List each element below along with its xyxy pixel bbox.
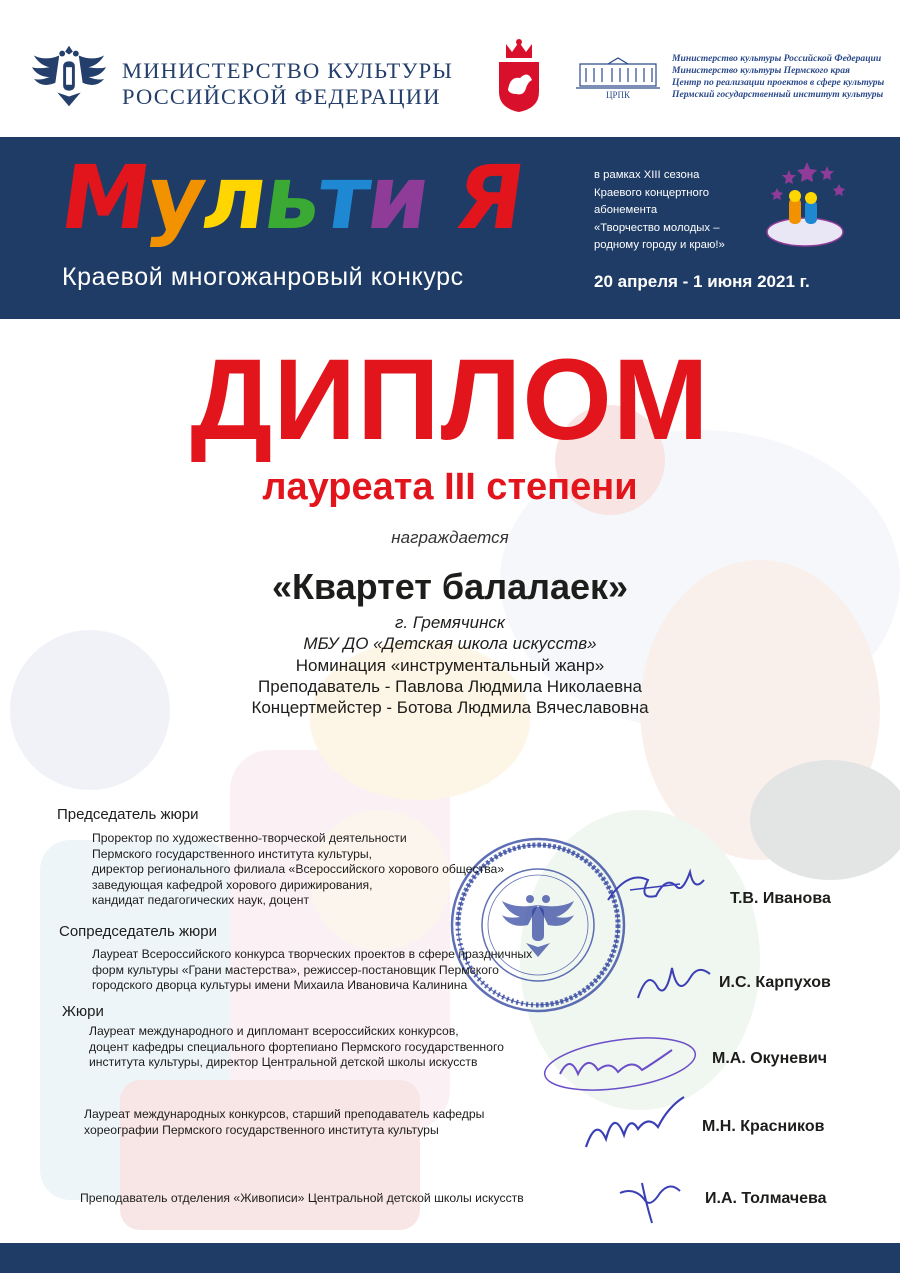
stars-festival-logo-icon — [755, 158, 853, 256]
jury-member-description — [84, 1107, 484, 1138]
description-line: института культуры, директор Центральной детской школы искусств — [89, 1055, 478, 1069]
contest-logo-text — [54, 146, 530, 249]
signature-icon — [540, 1028, 700, 1094]
organizer-name: Центр по реализации проектов в сфере культуры — [672, 77, 885, 88]
signature-icon — [600, 860, 710, 920]
ministry-name-line2: РОССИЙСКОЙ ФЕДЕРАЦИИ — [122, 84, 441, 109]
description-line: Проректор по художественно-творческой деятельности — [92, 831, 407, 845]
jury-member-name: И.А. Толмачева — [705, 1190, 827, 1207]
contest-logo-letter: т — [311, 146, 376, 249]
description-line: директор регионального филиала «Всероссийского хорового общества» — [92, 862, 505, 876]
contest-logo-letter: л — [195, 146, 273, 249]
description-line: форм культуры «Грани мастерства», режиссер-постановщик Пермского — [92, 962, 499, 977]
jury-member-description — [80, 1191, 524, 1207]
russian-eagle-emblem-icon — [30, 36, 108, 114]
description-line: кандидат педагогических наук, доцент — [92, 893, 310, 907]
contest-logo-letter: М — [54, 146, 155, 249]
teacher: Преподаватель - Павлова Людмила Николаевна — [258, 676, 642, 696]
jury-member-name: М.А. Окуневич — [712, 1050, 828, 1067]
accompanist: Концертмейстер - Ботова Людмила Вячеславовна — [251, 698, 649, 718]
diploma-title: ДИПЛОМ — [190, 336, 710, 464]
jury-member-description — [92, 831, 504, 909]
season-line: родному городу и краю!» — [594, 239, 725, 251]
signature-icon — [580, 1095, 690, 1161]
recipient-school: МБУ ДО «Детская школа искусств» — [303, 634, 597, 654]
season-line: Краевого концертного — [594, 186, 709, 199]
description-line: Лауреат Всероссийского конкурса творческих проектов в сфере праздничных — [92, 947, 533, 961]
perm-coat-of-arms-icon — [496, 38, 542, 114]
contest-subtitle: Краевой многожанровый конкурс — [62, 263, 464, 291]
jury-member-name: М.Н. Красников — [702, 1118, 825, 1135]
ministry-name-line1: МИНИСТЕРСТВО КУЛЬТУРЫ — [122, 58, 454, 83]
footer-bar — [0, 1243, 900, 1273]
description-line: доцент кафедры специального фортепиано Пермского государственного — [89, 1039, 504, 1054]
description-line: Лауреат международных конкурсов, старший преподаватель кафедры — [84, 1107, 485, 1121]
description-line: Лауреат международного и дипломант всероссийских конкурсов, — [89, 1024, 459, 1038]
building-caption: ЦРПК — [605, 90, 631, 100]
jury-member-name: Т.В. Иванова — [730, 890, 831, 907]
description-line: хореографии Пермского государственного института культуры — [84, 1122, 439, 1137]
organizers-list — [672, 53, 884, 101]
signature-icon — [612, 1163, 692, 1229]
contest-logo-letter: и — [360, 146, 436, 249]
laureate-degree: лауреата III степени — [262, 466, 638, 508]
recipient-name: «Квартет балалаек» — [271, 566, 629, 607]
contest-logo-letter: Я — [449, 146, 530, 249]
contest-logo-letter: ь — [258, 146, 327, 249]
ministry-name — [122, 58, 453, 110]
description-line: заведующая кафедрой хорового дирижирования, — [92, 877, 373, 892]
recipient-details — [0, 612, 900, 718]
signature-icon — [628, 948, 718, 1008]
jury-label: Жюри — [62, 1003, 104, 1020]
jury-member-description — [89, 1024, 504, 1071]
season-line: в рамках XIII сезона — [594, 169, 700, 181]
recipient-city: г. Гремячинск — [395, 613, 505, 632]
description-line: городского дворца культуры имени Михаила Ивановича Калинина — [92, 978, 468, 992]
organizer-name: Министерство культуры Пермского края — [672, 65, 850, 76]
organizer-name: Министерство культуры Российской Федерации — [672, 53, 882, 64]
contest-logo-letter: у — [140, 146, 211, 249]
contest-dates: 20 апреля - 1 июня 2021 г. — [594, 272, 810, 291]
nomination: Номинация «инструментальный жанр» — [295, 655, 605, 675]
description-line: Преподаватель отделения «Живописи» Центральной детской школы искусств — [80, 1191, 524, 1205]
season-line: «Творчество молодых – — [594, 221, 720, 234]
header-logos — [0, 0, 900, 137]
description-line: Пермского государственного института культуры, — [92, 846, 373, 861]
season-line: абонемента — [594, 204, 658, 216]
culture-center-building-icon — [574, 56, 662, 100]
awarded-label: награждается — [391, 528, 509, 547]
organizer-name: Пермский государственный институт культуры — [672, 89, 884, 100]
jury-member-name: И.С. Карпухов — [719, 974, 831, 991]
jury-member-description — [92, 947, 532, 994]
cochair-label: Сопредседатель жюри — [59, 923, 217, 940]
season-info — [594, 167, 725, 255]
chair-label: Председатель жюри — [57, 806, 199, 823]
